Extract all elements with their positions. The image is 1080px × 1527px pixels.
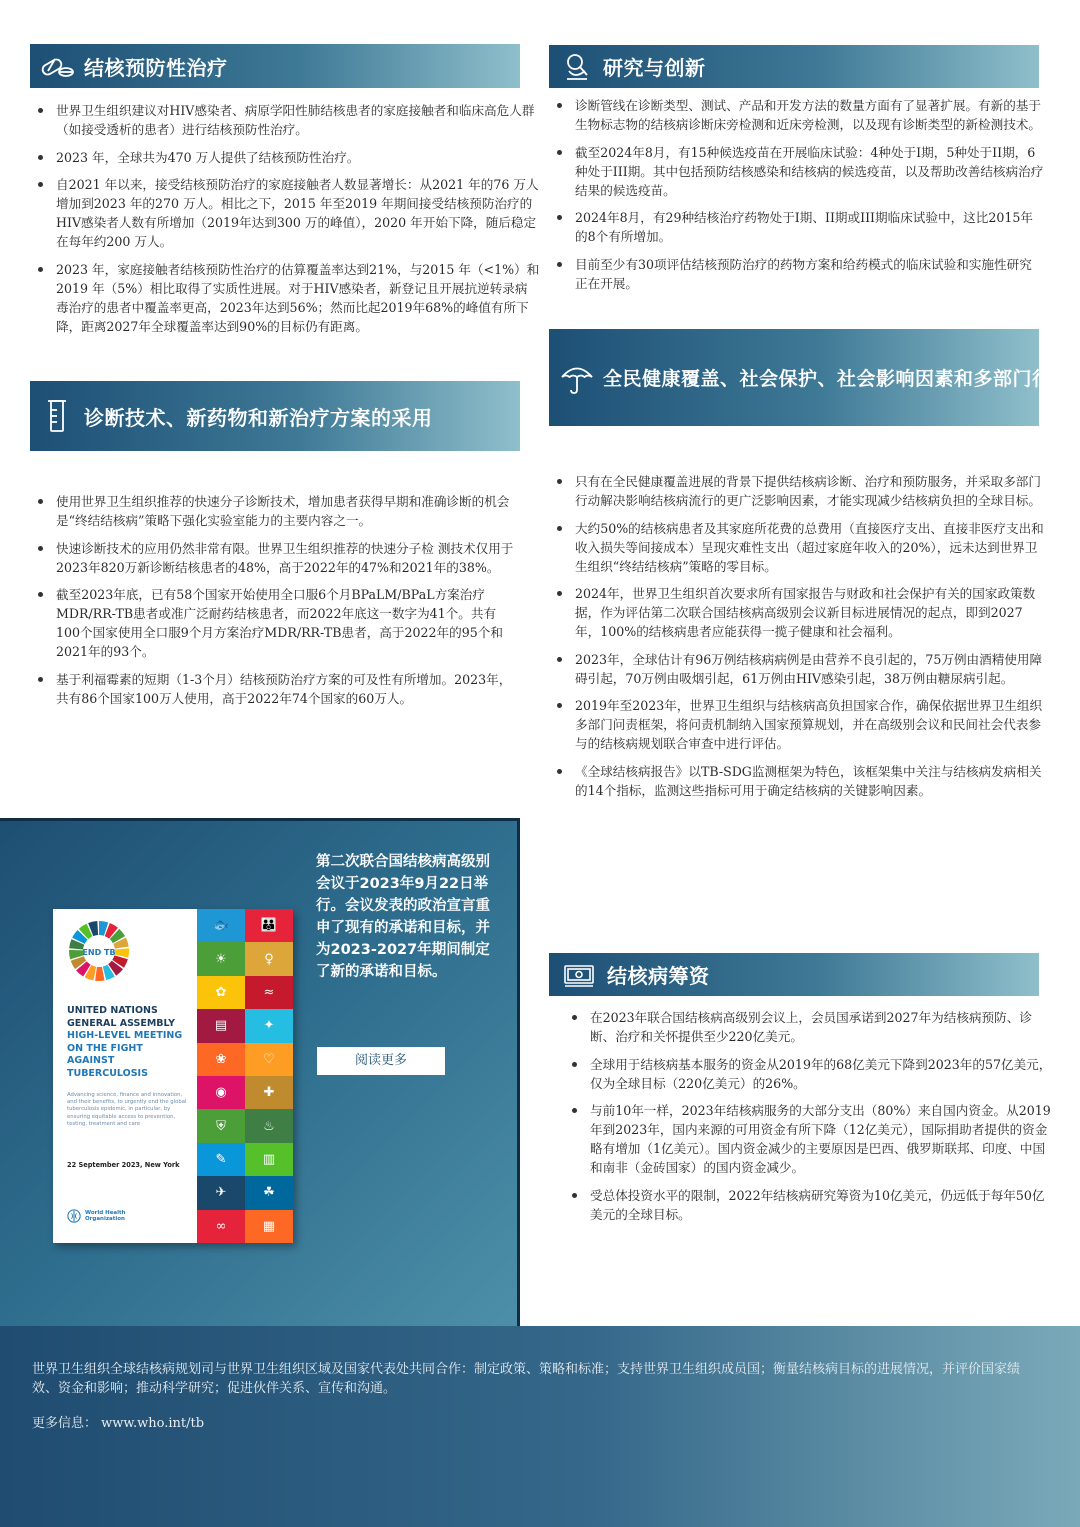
- footer-more-info-link[interactable]: 更多信息： www.who.int/tb: [32, 1416, 205, 1431]
- cover-description: Advancing science, finance and innovation, and their benefits, to urgently end the global tuberculosis epidemic, in particular, by ensuring equitable access to prevention, testing, treatment and care: [67, 1092, 187, 1127]
- cover-date: 22 September 2023, New York: [67, 1161, 180, 1169]
- section-title: 研究与创新: [603, 56, 706, 80]
- sdg-tile: 👪: [245, 909, 293, 942]
- sdg-tile: ▥: [245, 1143, 293, 1176]
- sdg-tile: ☀: [197, 942, 245, 975]
- sdg-ring-segment: [95, 967, 104, 981]
- sdg-tile: ✿: [197, 976, 245, 1009]
- end-tb-logo-text: END TB: [82, 948, 116, 957]
- list-item: 快速诊断技术的应用仍然非常有限。世界卫生组织推荐的快速分子检 测技术仅用于2023年820万新诊断结核患者的48%，高于2022年的47%和2021年的38%。: [30, 539, 520, 577]
- sdg-tile: ☘: [245, 1176, 293, 1209]
- hlm-promo-text: 第二次联合国结核病高级别会议于2023年9月22日举行。会议发表的政治宣言重申了现有的承诺和目标，并为2023-2027年期间制定了新的承诺和目标。: [316, 854, 490, 980]
- uhc-bullets: [549, 472, 1044, 808]
- list-item: 截至2023年底，已有58个国家开始使用全口服6个月BPaLM/BPaL方案治疗MDR/RR-TB患者或准广泛耐药结核患者，而2022年底这一数字为41个。共有100个国家使用全口服9个月方案治疗MDR/RR-TB患者，高于2022年的95个和2021年的93个。: [30, 585, 520, 661]
- sdg-tile: ∞: [197, 1210, 245, 1243]
- sdg-tile: ✚: [245, 1076, 293, 1109]
- list-item: 2023 年，家庭接触者结核预防性治疗的估算覆盖率达到21%，与2015 年（<1%）和2019 年（5%）相比取得了实质性进展。对于HIV感染者，新登记且开展抗逆转录病毒治疗的患者中覆盖率更高，2023年达到56%；然而比起2019年68%的峰值有所下降，距离2027年全球覆盖率达到90%的目标仍有距离。: [30, 260, 540, 336]
- sdg-tile: ◉: [197, 1076, 245, 1109]
- list-item: 目前至少有30项评估结核预防治疗的药物方案和给药模式的临床试验和实施性研究正在开展。: [549, 255, 1044, 293]
- section-header-finance: [549, 953, 1039, 996]
- footer: [0, 1326, 1080, 1527]
- test-tube-icon: [40, 398, 76, 434]
- cover-heading-line2: HIGH-LEVEL MEETING ON THE FIGHT AGAINST TUBERCULOSIS: [67, 1030, 183, 1079]
- section-title: 结核病筹资: [607, 964, 710, 988]
- cover-heading-line1: UNITED NATIONS GENERAL ASSEMBLY: [67, 1005, 176, 1029]
- list-item: 基于利福霉素的短期（1-3个月）结核预防治疗方案的可及性有所增加。2023年，共有86个国家100万人使用，高于2022年74个国家的60万人。: [30, 670, 520, 708]
- section-header-uhc: [549, 329, 1072, 426]
- list-item: 世界卫生组织建议对HIV感染者、病原学阳性肺结核患者的家庭接触者和临床高危人群（如接受透析的患者）进行结核预防性治疗。: [30, 101, 540, 139]
- section-title: 诊断技术、新药物和新治疗方案的采用: [84, 405, 433, 430]
- footer-description: 世界卫生组织全球结核病规划司与世界卫生组织区域及国家代表处共同合作：制定政策、策略和标准；支持世界卫生组织成员国；衡量结核病目标的进展情况，并评价国家绩效、资金和影响；推动科学研究；促进伙伴关系、宣传和沟通。: [32, 1362, 1021, 1396]
- sdg-tile: 🐟: [197, 909, 245, 942]
- money-icon: [559, 957, 599, 993]
- list-item: 在2023年联合国结核病高级别会议上，会员国承诺到2027年为结核病预防、诊断、治疗和关怀提供至少220亿美元。: [564, 1008, 1054, 1046]
- who-emblem-icon: [67, 1209, 81, 1223]
- section-title: 全民健康覆盖、社会保护、社会影响因素和多部门行动: [603, 368, 1072, 390]
- who-name: World Health Organization: [85, 1209, 126, 1222]
- end-tb-logo: [67, 919, 131, 983]
- sdg-tile: ▦: [245, 1210, 293, 1243]
- sdg-tile: ✎: [197, 1143, 245, 1176]
- sdg-icon-grid: [197, 909, 293, 1243]
- sdg-tile: ♡: [245, 1043, 293, 1076]
- sdg-tile: ♨: [245, 1109, 293, 1142]
- list-item: 2024年8月，有29种结核治疗药物处于I期、II期或III期临床试验中，这比2015年的8个有所增加。: [549, 208, 1044, 246]
- report-cover-image[interactable]: [53, 909, 293, 1243]
- list-item: 受总体投资水平的限制，2022年结核病研究筹资为10亿美元，仍远低于每年50亿美元的全球目标。: [564, 1186, 1054, 1224]
- sdg-tile: ✈: [197, 1176, 245, 1209]
- sdg-tile: ❀: [197, 1043, 245, 1076]
- list-item: 使用世界卫生组织推荐的快速分子诊断技术，增加患者获得早期和准确诊断的机会是“终结结核病”策略下强化实验室能力的主要内容之一。: [30, 492, 520, 530]
- research-bullets: [549, 96, 1044, 301]
- diag-bullets: [30, 492, 520, 716]
- list-item: 只有在全民健康覆盖进展的背景下提供结核病诊断、治疗和预防服务，并采取多部门行动解决影响结核病流行的更广泛影响因素，才能实现减少结核病负担的全球目标。: [549, 472, 1044, 510]
- sdg-tile: ✦: [245, 1009, 293, 1042]
- tpt-bullets: [30, 101, 540, 344]
- read-more-button[interactable]: 阅读更多: [317, 1047, 445, 1075]
- list-item: 全球用于结核病基本服务的资金从2019年的68亿美元下降到2023年的57亿美元，仅为全球目标（220亿美元）的26%。: [564, 1055, 1054, 1093]
- list-item: 大约50%的结核病患者及其家庭所花费的总费用（直接医疗支出、直接非医疗支出和收入损失等间接成本）呈现灾难性支出（超过家庭年收入的20%），远未达到世界卫生组织“终结结核病”策略的零目标。: [549, 519, 1044, 576]
- who-logo: [67, 1209, 139, 1223]
- section-title: 结核预防性治疗: [84, 55, 228, 80]
- list-item: 与前10年一样，2023年结核病服务的大部分支出（80%）来自国内资金。从2019年到2023年，国内来源的可用资金有所下降（12亿美元），国际捐助者提供的资金略有增加（1亿美元）。国内资金减少的主要原因是巴西、俄罗斯联邦、印度、中国和南非（金砖国家）的国内资金减少。: [564, 1101, 1054, 1177]
- sdg-tile: ≈: [245, 976, 293, 1009]
- cover-heading: [67, 1005, 191, 1080]
- pills-icon: [40, 48, 76, 84]
- hlm-promo-box: [0, 818, 520, 1326]
- umbrella-icon: [559, 360, 595, 396]
- list-item: 2019年至2023年，世界卫生组织与结核病高负担国家合作，确保依据世界卫生组织多部门问责框架，将问责机制纳入国家预算规划，并在高级别会议和民间社会代表参与的结核病规划联合审查中进行评估。: [549, 696, 1044, 753]
- section-header-diagnostics: [30, 381, 520, 451]
- list-item: 截至2024年8月，有15种候选疫苗在开展临床试验：4种处于I期，5种处于II期，6种处于III期。其中包括预防结核感染和结核病的候选疫苗，以及帮助改善结核病治疗结果的候选疫苗。: [549, 143, 1044, 200]
- list-item: 2024年，世界卫生组织首次要求所有国家报告与财政和社会保护有关的国家政策数据，作为评估第二次联合国结核病高级别会议新目标进展情况的起点，即到2027年，100%的结核病患者应能获得一揽子健康和社会福利。: [549, 584, 1044, 641]
- list-item: 《全球结核病报告》以TB-SDG监测框架为特色，该框架集中关注与结核病发病相关的14个指标，监测这些指标可用于确定结核病的关键影响因素。: [549, 762, 1044, 800]
- section-header-research: [549, 45, 1039, 88]
- list-item: 2023 年，全球共为470 万人提供了结核预防性治疗。: [30, 148, 540, 167]
- sdg-tile: ♀: [245, 942, 293, 975]
- sdg-tile: ▤: [197, 1009, 245, 1042]
- sdg-tile: ⛨: [197, 1109, 245, 1142]
- microscope-icon: [559, 49, 595, 85]
- list-item: 自2021 年以来，接受结核预防治疗的家庭接触者人数显著增长：从2021 年的76 万人增加到2023 年的270 万人。相比之下，2015 年至2019 年期间接受结核预防治疗的HIV感染者人数有所增加（2019年达到300 万的峰值），2020 年开始下降，随后稳定在每年约200 万人。: [30, 175, 540, 251]
- finance-bullets: [564, 1008, 1054, 1232]
- list-item: 诊断管线在诊断类型、测试、产品和开发方法的数量方面有了显著扩展。有新的基于生物标志物的结核病诊断床旁检测和近床旁检测，以及现有诊断类型的新检测技术。: [549, 96, 1044, 134]
- list-item: 2023年，全球估计有96万例结核病病例是由营养不良引起的，75万例由酒精使用障碍引起，70万例由吸烟引起，61万例由HIV感染引起，38万例由糖尿病引起。: [549, 650, 1044, 688]
- section-header-tpt: [30, 44, 520, 88]
